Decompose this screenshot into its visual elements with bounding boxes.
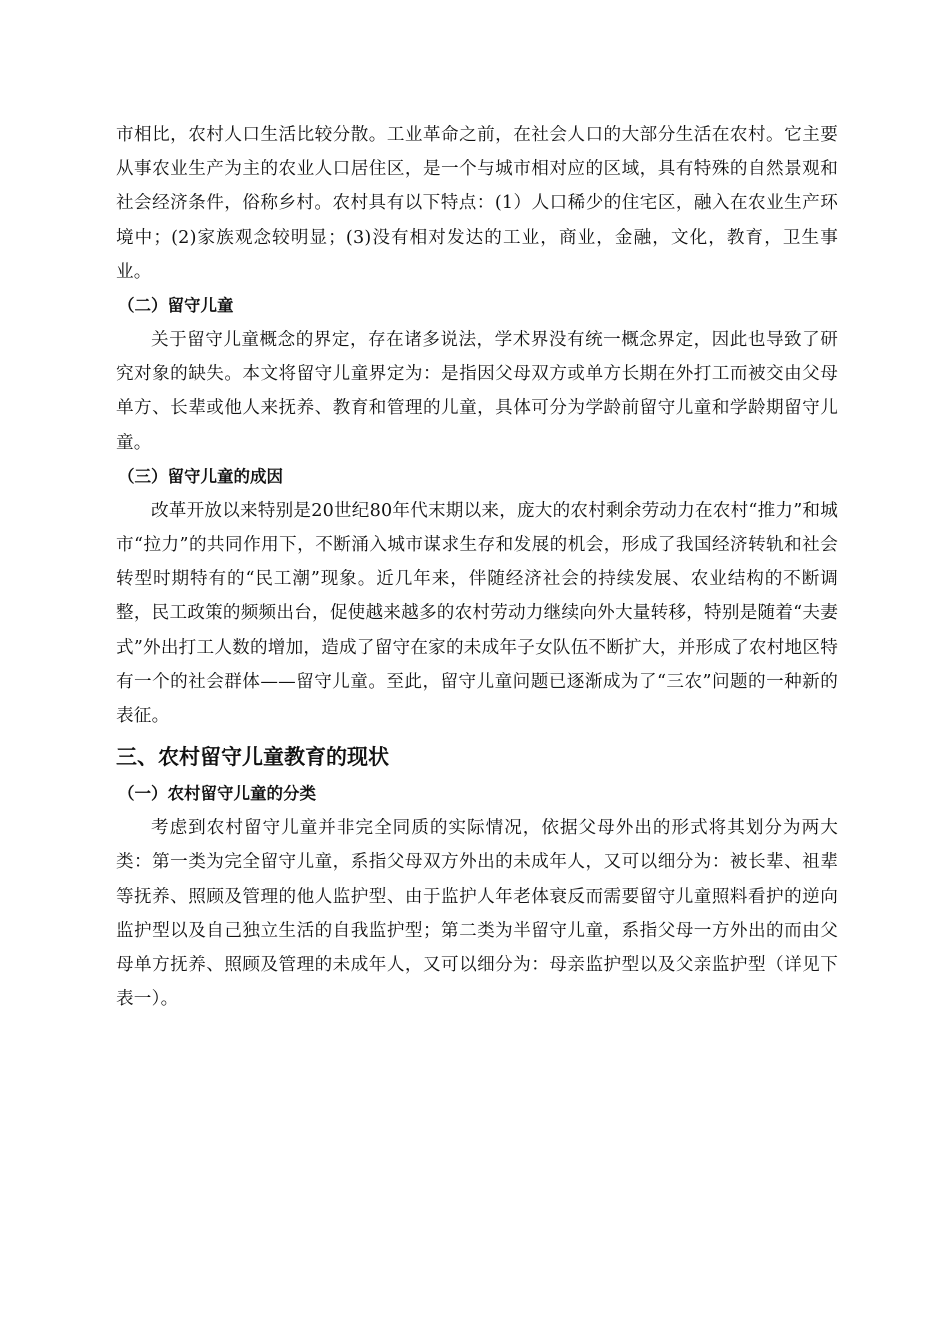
heading-section-three: 三、农村留守儿童教育的现状 <box>116 745 389 770</box>
paragraph-definition: 关于留守儿童概念的界定，存在诸多说法，学术界没有统一概念界定，因此也导致了研究对象的缺失。本文将留守儿童界定为：是指因父母双方或单方长期在外打工而被交由父母单方、长辈或他人来抚养、教育和管理的儿童，具体可分为学龄前留守儿童和学龄期留守儿童。 <box>116 330 838 453</box>
paragraph-rural-features: 市相比，农村人口生活比较分散。工业革命之前，在社会人口的大部分生活在农村。它主要从事农业生产为主的农业人口居住区，是一个与城市相对应的区域，具有特殊的自然景观和社会经济条件，俗称乡村。农村具有以下特点：(1）人口稀少的住宅区，融入在农业生产环境中；(2)家族观念较明显；(3)没有相对发达的工业，商业，金融，文化，教育，卫生事业。 <box>116 125 838 282</box>
heading-classification: （一）农村留守儿童的分类 <box>118 784 316 804</box>
document-body <box>116 118 838 1016</box>
heading-causes: （三）留守儿童的成因 <box>118 466 283 486</box>
paragraph-classification: 考虑到农村留守儿童并非完全同质的实际情况，依据父母外出的形式将其划分为两大类：第一类为完全留守儿童，系指父母双方外出的未成年人，又可以细分为：被长辈、祖辈等抚养、照顾及管理的他人监护型、由于监护人年老体衰反而需要留守儿童照料看护的逆向监护型以及自己独立生活的自我监护型；第二类为半留守儿童，系指父母一方外出的而由父母单方抚养、照顾及管理的未成年人，又可以细分为：母亲监护型以及父亲监护型（详见下表一）。 <box>116 818 838 1010</box>
paragraph-causes: 改革开放以来特别是20世纪80年代末期以来，庞大的农村剩余劳动力在农村“推力”和城市“拉力”的共同作用下，不断涌入城市谋求生存和发展的机会，形成了我国经济转轨和社会转型时期特有的“民工潮”现象。近几年来，伴随经济社会的持续发展、农业结构的不断调整，民工政策的频频出台，促使越来越多的农村劳动力继续向外大量转移，特别是随着“夫妻式”外出打工人数的增加，造成了留守在家的未成年子女队伍不断扩大，并形成了农村地区特有一个的社会群体——留守儿童。至此，留守儿童问题已逐渐成为了“三农”问题的一种新的表征。 <box>116 500 838 727</box>
heading-left-behind-children: （二）留守儿童 <box>118 296 234 316</box>
